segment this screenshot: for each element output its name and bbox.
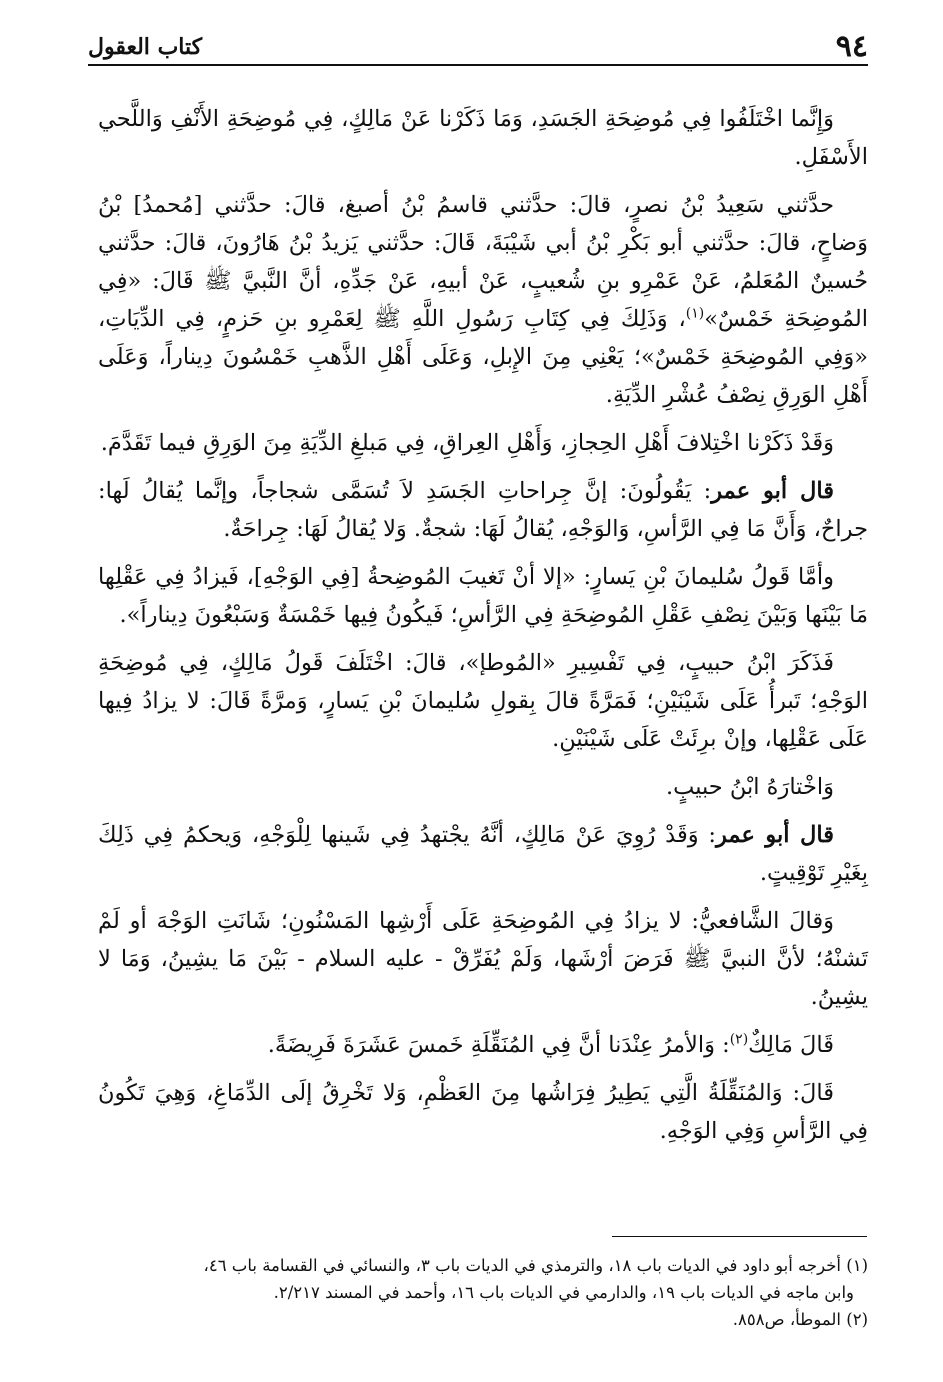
footnote-continuation: وابن ماجه في الديات باب ١٩، والدارمي في الديات باب ١٦، وأحمد في المسند ٢/٢١٧. — [273, 1283, 854, 1302]
paragraph-text: : وَقَدْ رُوِيَ عَنْ مَالِكٍ، أنَّهُ يجْتهدُ فِي شَينها لِلْوَجْهِ، وَيحكمُ فِي ذَلِكَ بِغَيْرِ تَوْقِيتٍ. — [98, 822, 868, 886]
paragraph — [98, 558, 868, 634]
paragraph — [98, 1074, 868, 1150]
paragraph-text: ، وَذَلِكَ فِي كِتَابِ رَسُولِ اللَّهِ ﷺ لِعَمْرِو بنِ حَزمٍ، فِي الدِّيَاتِ، «وَفِي المُوضِحَةِ خَمْسٌ»؛ يَعْنِي مِنَ الإِبلِ، وَعَلَى أَهْلِ الذَّهبِ خَمْسُونَ دِيناراً، وَعَلَى أَهْلِ الوَرِقِ نِصْفُ عُشْرِ الدِّيَةِ. — [98, 306, 868, 408]
paragraph — [98, 644, 868, 758]
footnote: (١) أخرجه أبو داود في الديات باب ١٨، والترمذي في الديات باب ٣، والنسائي في القسامة باب ٤٦، — [203, 1256, 868, 1275]
paragraph-text: وَإِنَّما اخْتَلَفُوا فِي مُوضِحَةِ الجَسَدِ، وَمَا ذَكَرْنا عَنْ مَالِكٍ، فِي مُوضِحَةِ الأَنْفِ وَاللَّحي الأَسْفَلِ. — [98, 106, 868, 170]
paragraph — [98, 424, 868, 462]
paragraph-text: وأمَّا قَولُ سُليمانَ بْنِ يَسارٍ: «إلا أنْ تَغيبَ المُوضِحةُ [فِي الوَجْهِ]، فَيزادُ فِي عَقْلِها مَا بَيْنَها وَبَيْنَ نِصْفِ عَقْلِ المُوضِحَةِ فِي الرَّأسِ؛ فَيكُونُ فِيها خَمْسَةٌ وَسَبْعُونَ دِيناراً». — [98, 564, 868, 628]
footnote-separator — [612, 1236, 867, 1237]
paragraph — [98, 100, 868, 176]
paragraph-text: : وَالأمرُ عِنْدَنا أنَّ فِي المُنَقِّلَةِ خَمسَ عَشَرَةَ فَرِيضَةً. — [267, 1032, 730, 1058]
paragraph — [98, 768, 868, 806]
footnote: (٢) الموطأ، ص٨٥٨. — [732, 1310, 868, 1329]
paragraph — [98, 902, 868, 1016]
paragraph-text: وَقَدْ ذَكَرْنا اخْتِلافَ أَهْلِ الحِجازِ، وَأَهْلِ العِراقِ، فِي مَبلغِ الدِّيَةِ مِنَ الوَرِقِ فيما تَقَدَّمَ. — [100, 430, 834, 456]
paragraph-text: قَالَ مَالِكٌ — [748, 1032, 834, 1058]
paragraph — [98, 186, 868, 414]
paragraph-text: وَاخْتارَهُ ابْنُ حبيبٍ. — [665, 774, 834, 800]
paragraph-text: فَذَكَرَ ابْنُ حبيبٍ، فِي تَفْسِيرِ «المُوطإ»، قالَ: اخْتَلَفَ قَولُ مَالِكٍ، فِي مُوضِحَةِ الوَجْهِ؛ تَبرأُ عَلَى شَيْنَيْنِ؛ فَمَرَّةً قالَ بِقولِ سُليمانَ بْنِ يَسارٍ، وَمرَّةً قَالَ: لا يزادُ فِيها عَلَى عَقْلِها، وإنْ برِئَتْ عَلَى شَيْنَيْنِ. — [98, 650, 868, 752]
paragraph-text: قَالَ: وَالمُنَقِّلَةُ الَّتِي يَطِيرُ فِرَاشُها مِنَ العَظْمِ، وَلا تَخْرِقُ إلَى الدِّمَاغِ، وَهِيَ تَكُونُ فِي الرَّأسِ وَفِي الوَجْهِ. — [98, 1080, 868, 1144]
paragraph — [98, 1026, 868, 1064]
page-header — [88, 28, 868, 66]
paragraph — [98, 472, 868, 548]
footnotes — [98, 1252, 868, 1333]
footnote-marker[interactable]: (١) — [685, 305, 705, 322]
main-text — [98, 100, 868, 1160]
book-title: كتاب العقول — [88, 34, 203, 60]
speaker-label: قال أبو عمر — [711, 478, 834, 504]
paragraph-text: حدَّثني سَعِيدُ بْنُ نصرٍ، قالَ: حدَّثني قاسمُ بْنُ أصبغ، قالَ: حدَّثني [مُحمدُ] بْنُ وَضاحٍ، قالَ: حدَّثني أبو بَكْرِ بْنُ أبي شَيْبَةَ، قَالَ: حدَّثني يَزيدُ بْنُ هَارُونَ، قالَ: حدَّثني حُسينٌ المُعَلمُ، عَنْ عَمْرِو بنِ شُعيبٍ، عَنْ أبيهِ، عَنْ جَدِّهِ، أنَّ النَّبيَّ ﷺ قَالَ: «فِي المُوضِحَةِ خَمْسٌ» — [98, 192, 868, 332]
paragraph — [98, 816, 868, 892]
footnote-marker[interactable]: (٢) — [729, 1031, 749, 1048]
paragraph-text: : يَقُولُونَ: إنَّ جِراحاتِ الجَسَدِ لاَ تُسَمَّى شجاجاً، وإنَّما يُقالُ لَها: جراحٌ، وَأَنَّ مَا فِي الرَّأسِ، وَالوَجْهِ، يُقالُ لَهَا: شجةٌ. وَلا يُقالُ لَهَا: جِراحَةٌ. — [98, 478, 868, 542]
page-number: ٩٤ — [835, 29, 868, 64]
speaker-label: قال أبو عمر — [716, 822, 834, 848]
paragraph-text: وَقالَ الشَّافعيُّ: لا يزادُ فِي المُوضِحَةِ عَلَى أَرْشِها المَسْنُونِ؛ شَانَتِ الوَجْهَ أو لَمْ تَشنْهُ؛ لأنَّ النبيَّ ﷺ فَرَضَ أرْشَها، وَلَمْ يُفَرِّقْ - عليه السلام - بَيْنَ مَا يشِينُ، وَمَا لا يشِينُ. — [98, 908, 868, 1010]
